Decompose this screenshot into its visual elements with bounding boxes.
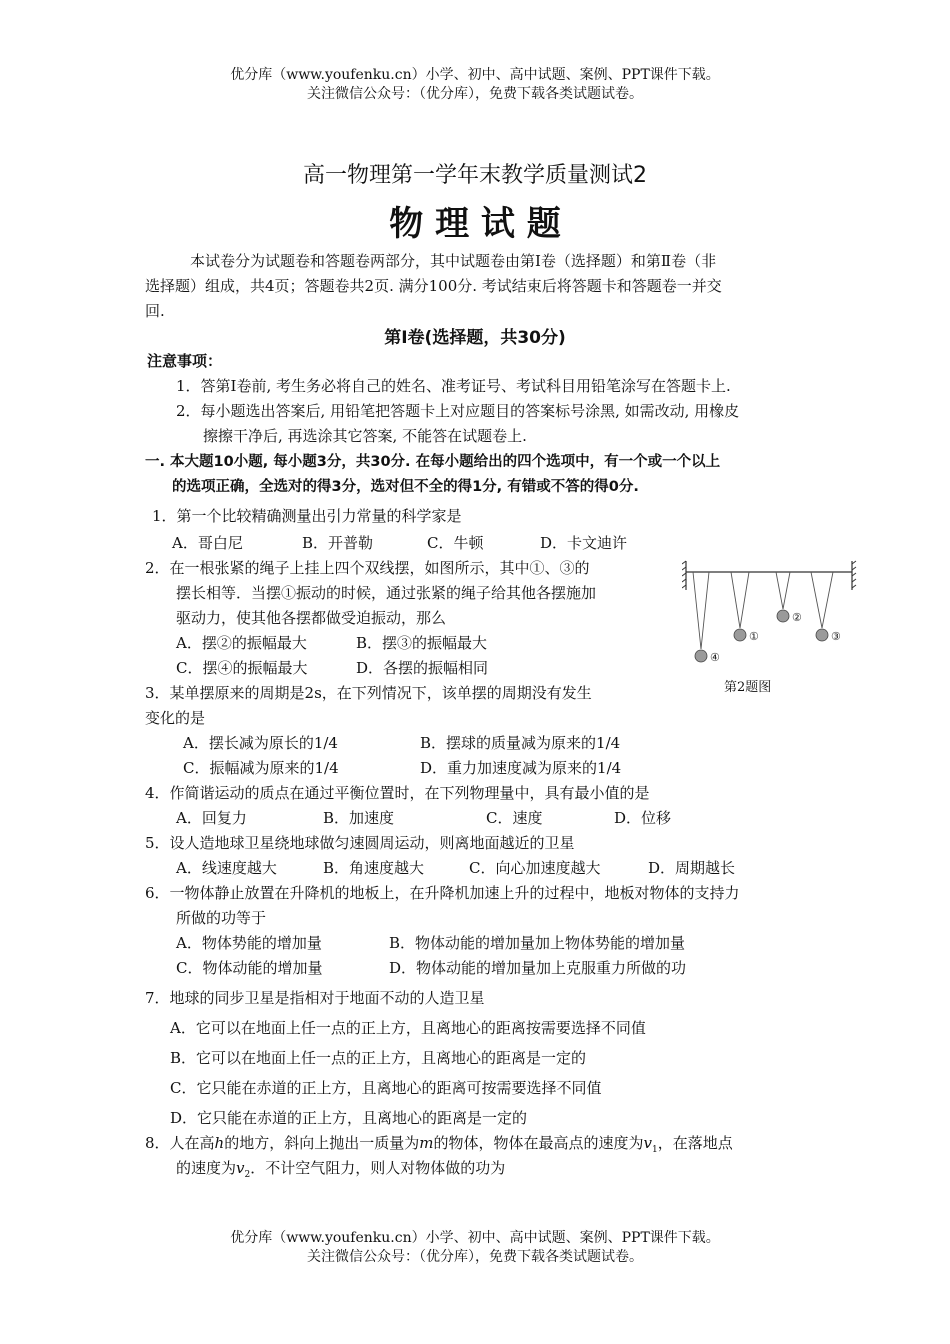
- header-line-1: 优分库（www.youfenku.cn）小学、初中、高中试题、案例、PPT课件下载。: [230, 67, 720, 83]
- q3-stem-line-2: 变化的是: [145, 709, 206, 727]
- q3-option-b: B．摆球的质量减为原来的1/4: [420, 734, 621, 752]
- q3-stem-line-1: 3．某单摆原来的周期是2s，在下列情况下，该单摆的周期没有发生: [145, 684, 592, 702]
- q1-option-b: B．开普勒: [302, 534, 374, 552]
- q6-option-a: A．物体势能的增加量: [176, 934, 322, 952]
- pendulum-label-4: ④: [710, 651, 720, 664]
- footer-line-1: 优分库（www.youfenku.cn）小学、初中、高中试题、案例、PPT课件下载。: [230, 1230, 720, 1246]
- pendulum-label-1: ①: [749, 630, 759, 643]
- q7-stem: 7．地球的同步卫星是指相对于地面不动的人造卫星: [145, 989, 485, 1007]
- q2-stem-line-2: 摆长相等．当摆①振动的时候，通过张紧的绳子给其他各摆施加: [176, 584, 597, 602]
- q6-stem-line-2: 所做的功等于: [176, 909, 267, 927]
- var-h: h: [214, 1134, 225, 1152]
- q7-option-a: A．它可以在地面上任一点的正上方，且离地心的距离按需要选择不同值: [170, 1019, 646, 1037]
- intro-line-2: 选择题）组成，共4页；答题卷共2页. 满分100分. 考试结束后将答题卡和答题卷一并交: [145, 277, 722, 295]
- pendulum-3: [811, 572, 841, 643]
- notes-item-1: 1．答第Ⅰ卷前, 考生务必将自己的姓名、准考证号、考试科目用铅笔涂写在答题卡上.: [176, 377, 731, 395]
- q2-option-a: A．摆②的振幅最大: [176, 634, 307, 652]
- q4-option-c: C．速度: [486, 809, 543, 827]
- q3-option-c: C．振幅减为原来的1/4: [183, 759, 339, 777]
- q4-option-d: D．位移: [614, 809, 672, 827]
- q3-option-a: A．摆长减为原长的1/4: [183, 734, 338, 752]
- q5-option-b: B．角速度越大: [323, 859, 425, 877]
- q2-option-d: D．各摆的振幅相同: [356, 659, 489, 677]
- footer-line-2: 关注微信公众号：（优分库），免费下载各类试题试卷。: [307, 1249, 643, 1265]
- q7-option-c: C．它只能在赤道的正上方，且离地心的距离可按需要选择不同值: [170, 1079, 602, 1097]
- q2-option-c: C．摆④的振幅最大: [176, 659, 308, 677]
- q5-option-d: D．周期越长: [648, 859, 736, 877]
- header-line-2: 关注微信公众号：（优分库），免费下载各类试题试卷。: [307, 86, 643, 102]
- exam-title: 高一物理第一学年末教学质量测试2: [303, 163, 647, 188]
- q5-stem: 5．设人造地球卫星绕地球做匀速圆周运动，则离地面越近的卫星: [145, 834, 575, 852]
- notes-heading: 注意事项：: [147, 352, 223, 370]
- q6-option-c: C．物体动能的增加量: [176, 959, 323, 977]
- pendulum-4: [693, 572, 720, 664]
- q1-stem: 1．第一个比较精确测量出引力常量的科学家是: [152, 507, 462, 525]
- q6-option-b: B．物体动能的增加量加上物体势能的增加量: [389, 934, 686, 952]
- q2-option-b: B．摆③的振幅最大: [356, 634, 488, 652]
- q4-option-a: A．回复力: [176, 809, 247, 827]
- var-m: m: [419, 1134, 434, 1152]
- q7-option-d: D．它只能在赤道的正上方，且离地心的距离是一定的: [170, 1109, 528, 1127]
- q4-stem: 4．作简谐运动的质点在通过平衡位置时，在下列物理量中，具有最小值的是: [145, 784, 650, 802]
- var-v1: v: [643, 1134, 652, 1152]
- intro-line-3: 回.: [145, 302, 165, 320]
- intro-line-1: 本试卷分为试题卷和答题卷两部分，其中试题卷由第Ⅰ卷（选择题）和第Ⅱ卷（非: [190, 252, 717, 270]
- left-wall: [682, 561, 686, 590]
- pendulum-label-3: ③: [831, 630, 841, 643]
- q7-option-b: B．它可以在地面上任一点的正上方，且离地心的距离是一定的: [170, 1049, 587, 1067]
- pendulum-label-2: ②: [792, 611, 802, 624]
- var-v2: v: [236, 1159, 245, 1177]
- q8-stem-line-1: 8．人在高h的地方，斜向上抛出一质量为m的物体，物体在最高点的速度为$v_1$，在落地点: [145, 1134, 733, 1155]
- section-title: 第Ⅰ卷(选择题，共30分): [384, 328, 566, 348]
- notes-item-2: 2．每小题选出答案后, 用铅笔把答题卡上对应题目的答案标号涂黑, 如需改动, 用橡皮: [176, 402, 740, 420]
- q5-option-a: A．线速度越大: [176, 859, 277, 877]
- notes-item-2-cont: 擦擦干净后, 再选涂其它答案, 不能答在试题卷上.: [203, 427, 527, 445]
- pendulum-2: [776, 572, 802, 624]
- q2-stem-line-3: 驱动力，使其他各摆都做受迫振动，那么: [176, 609, 447, 627]
- q5-option-c: C．向心加速度越大: [469, 859, 601, 877]
- q2-stem-line-1: 2．在一根张紧的绳子上挂上四个双线摆，如图所示，其中①、③的: [145, 559, 590, 577]
- q4-option-b: B．加速度: [323, 809, 395, 827]
- q8-stem-line-2: 的速度为$v_2$．不计空气阻力，则人对物体做的功为: [176, 1159, 506, 1180]
- q6-option-d: D．物体动能的增加量加上克服重力所做的功: [389, 959, 687, 977]
- figure-caption: 第2题图: [724, 680, 772, 695]
- q6-stem-line-1: 6．一物体静止放置在升降机的地板上，在升降机加速上升的过程中，地板对物体的支持力: [145, 884, 740, 902]
- right-wall: [852, 561, 856, 590]
- part-one-line-1: 一. 本大题10小题, 每小题3分，共30分. 在每小题给出的四个选项中，有一个或一个以上: [145, 454, 721, 470]
- q3-option-d: D．重力加速度减为原来的1/4: [420, 759, 622, 777]
- part-one-line-2: 的选项正确，全选对的得3分，选对但不全的得1分, 有错或不答的得0分.: [172, 479, 639, 495]
- q1-option-a: A．哥白尼: [172, 534, 243, 552]
- q1-option-c: C．牛顿: [427, 534, 484, 552]
- exam-subtitle: 物 理 试 题: [389, 204, 561, 244]
- pendulum-1: [731, 572, 759, 643]
- q1-option-d: D．卡文迪许: [540, 534, 628, 552]
- pendulum-figure: [682, 558, 857, 673]
